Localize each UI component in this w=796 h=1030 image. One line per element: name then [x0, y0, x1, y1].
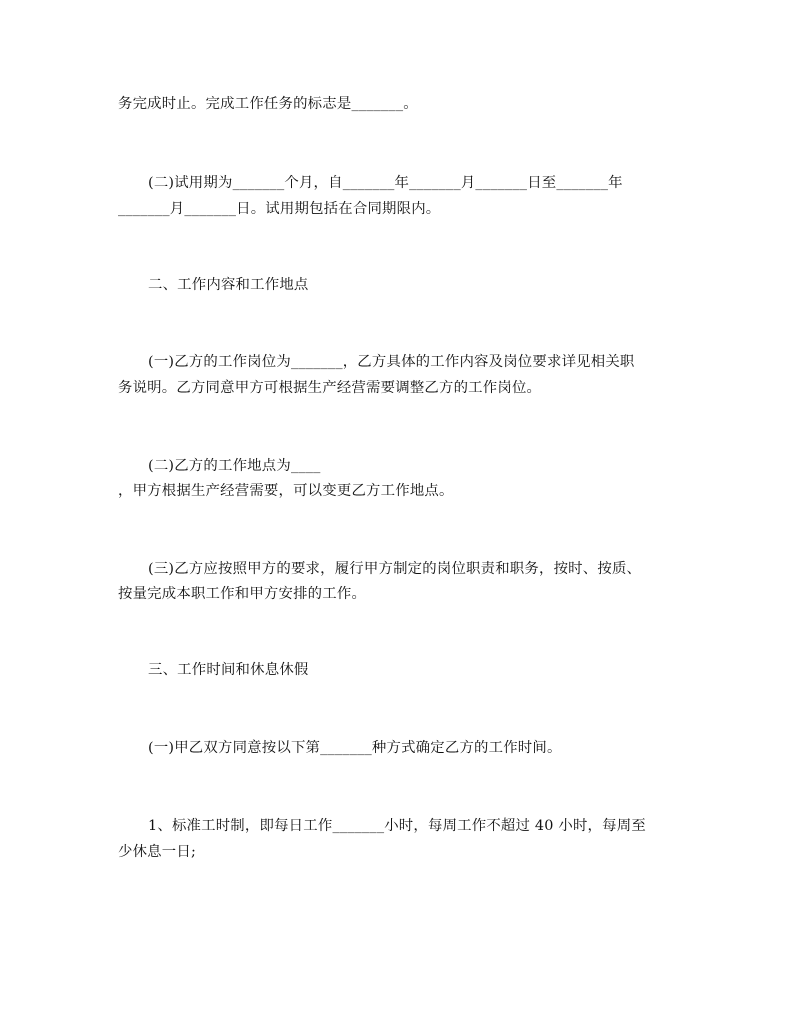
duties-paragraph-line: (三)乙方应按照甲方的要求，履行甲方制定的岗位职责和职务，按时、按质、 [148, 561, 642, 577]
probation-paragraph-line: (二)试用期为_______个月，自_______年_______月_______日至_______年 [148, 175, 623, 191]
work-location-paragraph-line: ，甲方根据生产经营需要，可以变更乙方工作地点。 [118, 483, 454, 499]
paragraph-line: 务完成时止。完成工作任务的标志是_______。 [118, 96, 418, 112]
job-position-paragraph-line: 务说明。乙方同意甲方可根据生产经营需要调整乙方的工作岗位。 [118, 380, 542, 396]
section-heading: 三、工作时间和休息休假 [148, 662, 309, 678]
work-location-paragraph-line: (二)乙方的工作地点为____ [148, 458, 321, 474]
standard-hours-paragraph-line: 少休息一日; [118, 844, 197, 860]
probation-paragraph-line: _______月_______日。试用期包括在合同期限内。 [118, 201, 441, 217]
work-time-paragraph-line: (一)甲乙双方同意按以下第_______种方式确定乙方的工作时间。 [148, 740, 562, 756]
standard-hours-paragraph-line: 1、标准工时制，即每日工作_______小时，每周工作不超过 40 小时，每周至 [148, 818, 646, 834]
section-heading: 二、工作内容和工作地点 [148, 277, 309, 293]
job-position-paragraph-line: (一)乙方的工作岗位为_______，乙方具体的工作内容及岗位要求详见相关职 [148, 354, 635, 370]
duties-paragraph-line: 按量完成本职工作和甲方安排的工作。 [118, 586, 367, 602]
